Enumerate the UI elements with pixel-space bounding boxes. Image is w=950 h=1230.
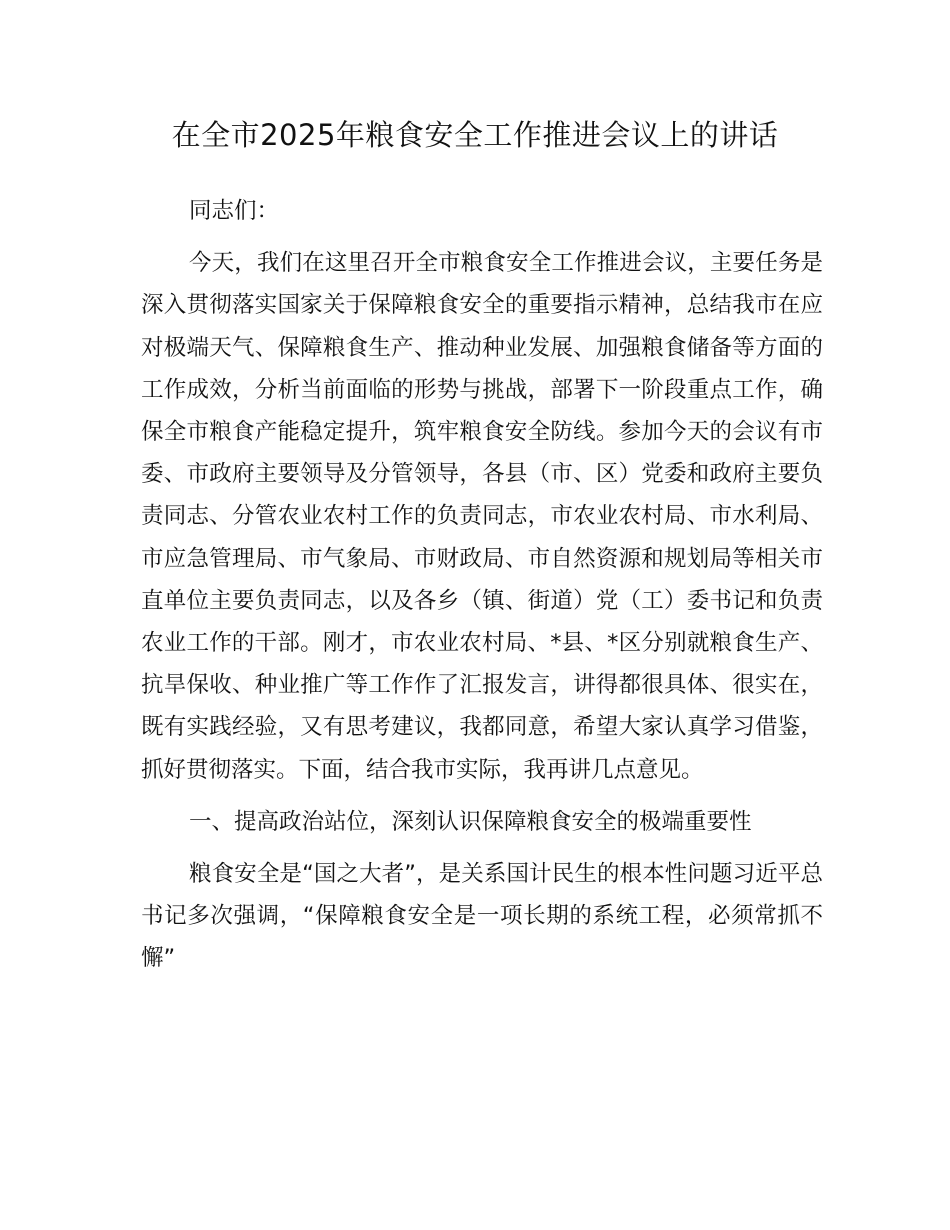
section-heading: 一、提高政治站位，深刻认识保障粮食安全的极端重要性 [189,808,752,835]
body-paragraph: 今天，我们在这里召开全市粮食安全工作推进会议，主要任务是深入贯彻落实国家关于保障粮食安全的重要指示精神，总结我市在应对极端天气、保障粮食生产、推动种业发展、加强粮食储备等方面的工作成效，分析当前面临的形势与挑战，部署下一阶段重点工作，确保全市粮食产能稳定提升，筑牢粮食安全防线。参加今天的会议有市委、市政府主要领导及分管领导，各县（市、区）党委和政府主要负责同志、分管农业农村工作的负责同志，市农业农村局、市水利局、市应急管理局、市气象局、市财政局、市自然资源和规划局等相关市直单位主要负责同志，以及各乡（镇、街道）党（工）委书记和负责农业工作的干部。刚才，市农业农村局、*县、*区分别就粮食生产、抗旱保收、种业推广等工作作了汇报发言，讲得都很具体、很实在，既有实践经验，又有思考建议，我都同意，希望大家认真学习借鉴，抓好贯彻落实。下面，结合我市实际，我再讲几点意见。 [141,250,823,783]
salutation: 同志们： [189,198,280,224]
document-body [141,190,823,990]
document-title: 在全市2025年粮食安全工作推进会议上的讲话 [171,118,779,152]
body-paragraph: 粮食安全是“国之大者”，是关系国计民生的根本性问题习近平总书记多次强调，“保障粮食安全是一项长期的系统工程，必须常抓不懈” [141,861,823,972]
